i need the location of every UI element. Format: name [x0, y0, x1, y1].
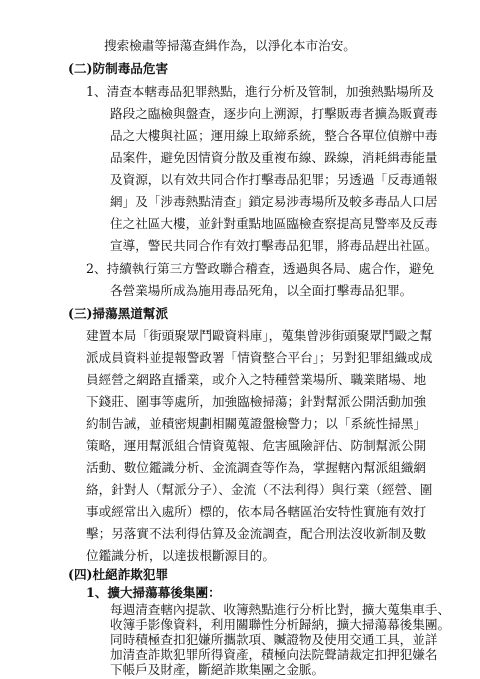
paragraph-line: 員經營之網路直播業，或介入之特種營業場所、職業賭場、地 [86, 372, 427, 387]
paragraph-line: 下帳戶及財產，斷絕詐欺集團之金脈。 [110, 662, 325, 677]
paragraph-line: 策略，運用幫派組合情資蒐報、危害風險評估、防制幫派公開 [86, 438, 427, 453]
paragraph-line: 及資源，以有效共同合作打擊毒品犯罪；另透過「反毒通報 [110, 172, 438, 187]
paragraph-line: 品案件，避免因情資分散及重複布線、跺線，消耗緝毒能量 [110, 150, 438, 165]
subsection-heading-syndicate-sweep: 1、擴大掃蕩幕後集團： [86, 585, 221, 600]
paragraph-line: 派成員資料並提報警政署「情資整合平台」；另對犯罪組織或成 [86, 350, 433, 365]
section-heading-anti-fraud: (四)杜絕詐欺犯罪 [68, 567, 169, 582]
paragraph-line: 擊；另落實不法利得估算及金流調查，配合刑法沒收新制及數 [86, 526, 427, 541]
section-heading-drug-prevention: (二)防制毒品危害 [68, 61, 169, 76]
paragraph-line: 收簿手影像資料，利用關聯性分析歸納，擴大掃蕩幕後集團。 [110, 617, 451, 632]
paragraph-line: 加清查詐欺犯罪所得資產，積極向法院聲請裁定扣押犯嫌名 [110, 647, 438, 662]
paragraph-line: 網」及「涉毒熱點清查」鎖定易涉毒場所及較多毒品人口居 [110, 194, 438, 209]
paragraph-line: 位鑑識分析，以達拔根斷源目的。 [86, 548, 275, 563]
intro-text-line: 搜索檢肅等掃蕩查緝作為，以淨化本市治安。 [104, 38, 356, 53]
paragraph-line: 品之大樓與社區；運用線上取締系統，整合各單位偵辦中毒 [110, 128, 438, 143]
section-heading-gang-sweep: (三)掃蕩黑道幫派 [68, 306, 169, 321]
paragraph-line: 下錢莊、圍事等處所，加強臨檢掃蕩；針對幫派公開活動加強 [86, 394, 427, 409]
paragraph-line: 宣導，警民共同合作有效打擊毒品犯罪，將毒品趕出社區。 [110, 238, 438, 253]
paragraph-line: 事或經常出入處所）標的，依本局各轄區治安特性實施有效打 [86, 504, 427, 519]
paragraph-line: 住之社區大樓，並針對重點地區臨檢查察提高見警率及反毒 [110, 216, 438, 231]
paragraph-line: 1、清查本轄毒品犯罪熱點，進行分析及管制，加強熱點場所及 [86, 84, 435, 99]
paragraph-line: 約制告誡，並積密規劃相關蒐證盤檢警力；以「系統性掃黑」 [86, 416, 427, 431]
paragraph-line: 每週清查轄內提款、收簿熱點進行分析比對，擴大蒐集車手、 [110, 602, 451, 617]
paragraph-line: 路段之臨檢與盤查，逐步向上溯源，打擊販毒者擴為販賣毒 [110, 106, 438, 121]
paragraph-line: 建置本局「街頭聚眾鬥毆資料庫」，蒐集曾涉街頭聚眾鬥毆之幫 [86, 328, 433, 343]
paragraph-line: 活動、數位鑑識分析、金流調查等作為，掌握轄內幫派組織網 [86, 460, 427, 475]
paragraph-line: 絡，針對人（幫派分子）、金流（不法利得）與行業（經營、圍 [86, 482, 433, 497]
paragraph-line: 2、持續執行第三方警政聯合稽查，透過與各局、處合作，避免 [86, 261, 435, 276]
paragraph-line: 各營業場所成為施用毒品死角，以全面打擊毒品犯罪。 [110, 283, 413, 298]
paragraph-line: 同時積極查扣犯嫌所攜款項、贓證物及使用交通工具，並詳 [110, 632, 438, 647]
